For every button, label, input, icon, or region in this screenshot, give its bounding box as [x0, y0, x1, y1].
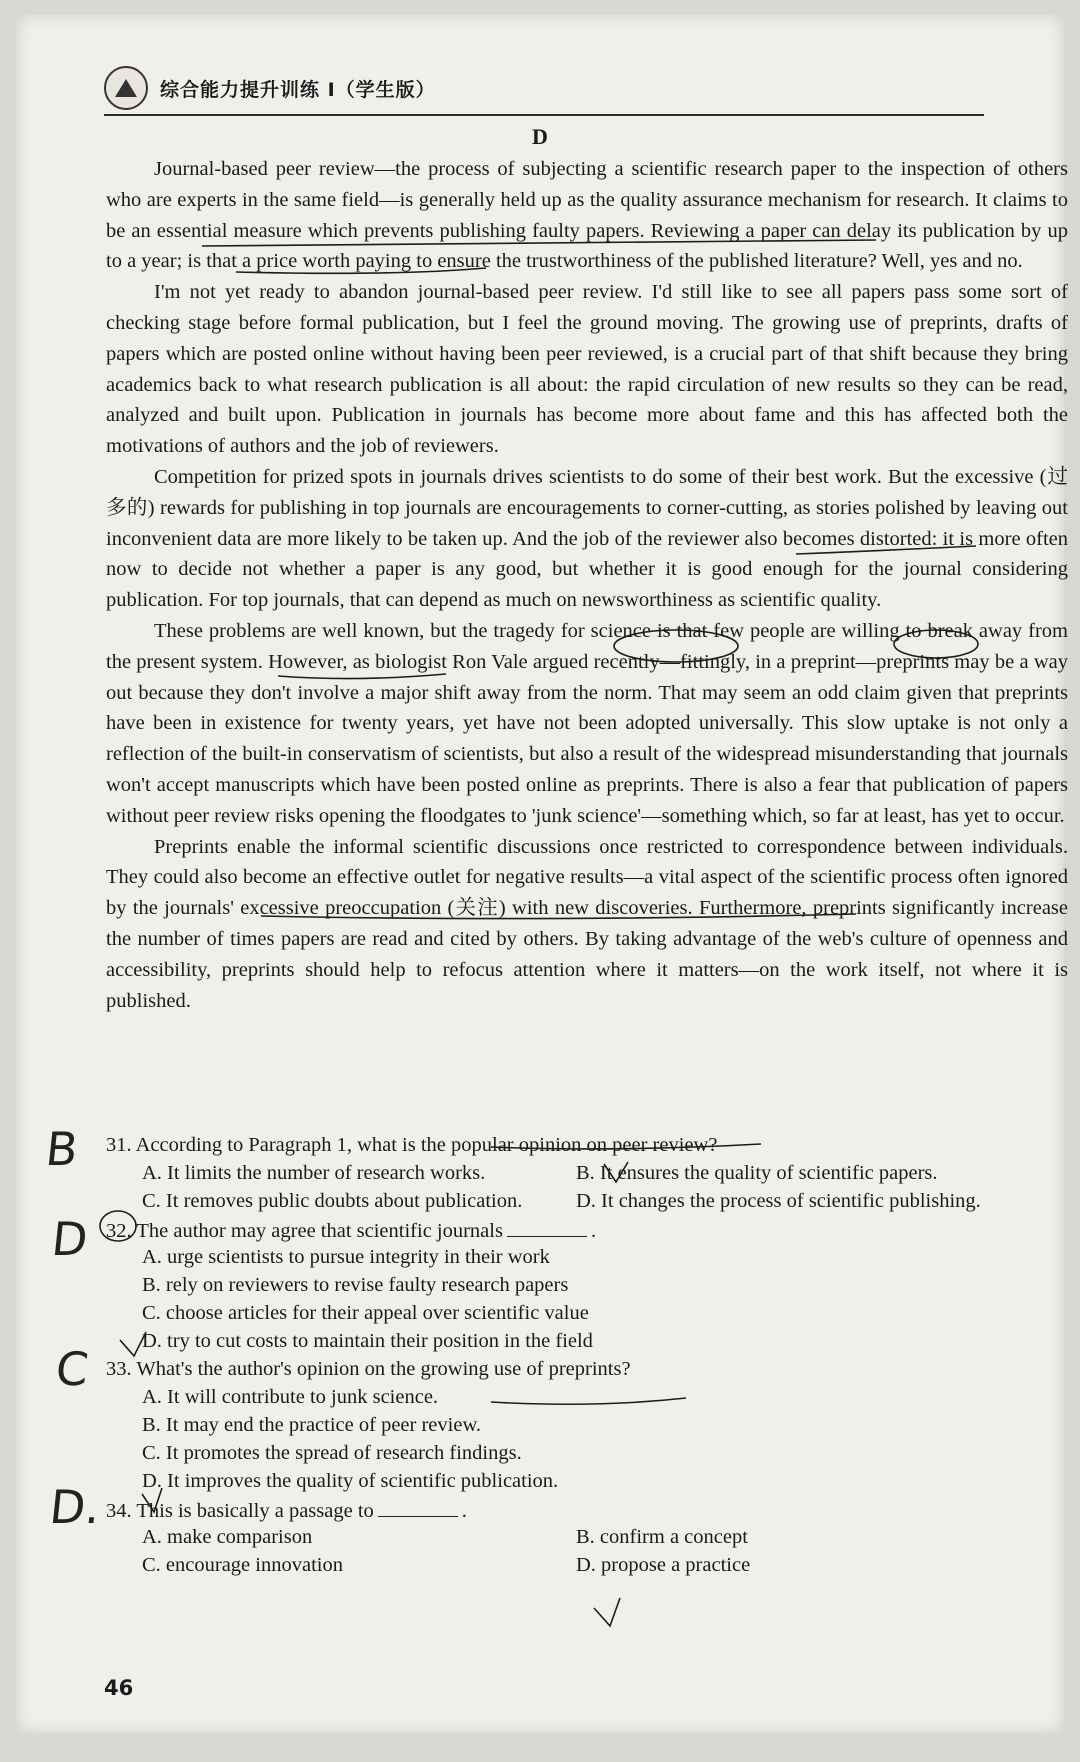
answer-blank — [507, 1218, 587, 1237]
paragraph-2: I'm not yet ready to abandon journal-based peer review. I'd still like to see all papers pass some sort of checking stage before formal publication, but I feel the ground moving. The growing use of preprints, drafts of papers which are posted online without having been peer reviewed, is a crucial part of that shift because they bring academics back to what research publication is all about: the rapid circulation of new results so they can be read, analyzed and built upon. Publication in journals has become more about fame and this has affected both the motivations of authors and the job of reviewers. — [106, 281, 1068, 458]
question-34-option-b[interactable]: B. confirm a concept — [576, 1526, 748, 1548]
question-32-option-d[interactable]: D. try to cut costs to maintain their position in the field — [142, 1330, 593, 1352]
paragraph-3: Competition for prized spots in journals drives scientists to do some of their best work. But the excessive (过多的) rewards for publishing in top journals are encouragements to corner-cutting, as stories polished by leaving out inconvenient data are more likely to be taken up. And the job of the reviewer also becomes distorted: it is more often now to decide not whether a paper is any good, but whether it is good enough for the journal considering publication. For top journals, that can depend as much on newsworthiness as scientific quality. — [106, 465, 1068, 612]
question-31-option-b[interactable]: B. It ensures the quality of scientific papers. — [576, 1162, 938, 1184]
question-31-stem: 31. According to Paragraph 1, what is the popular opinion on peer review? — [106, 1134, 718, 1156]
question-34-option-c[interactable]: C. encourage innovation — [142, 1554, 343, 1576]
handwritten-answer-32: D — [49, 1212, 91, 1266]
check-mark — [594, 1598, 620, 1626]
paragraph-5: Preprints enable the informal scientific discussions once restricted to correspondence between individuals. They could also become an effective outlet for negative results—a vital aspect of the scientific process often ignored by the journals' excessive preoccupation (关注) with new discoveries. Furthermore, preprints significantly increase the number of times papers are read and cited by others. By taking advantage of the web's culture of openness and accessibility, preprints should help to refocus attention where it matters—on the work itself, not where it is published. — [106, 835, 1068, 1012]
question-33-option-d[interactable]: D. It improves the quality of scientific publication. — [142, 1470, 559, 1492]
question-32-option-a[interactable]: A. urge scientists to pursue integrity in their work — [142, 1246, 550, 1268]
publisher-logo-icon — [104, 66, 148, 110]
page-number: 46 — [104, 1676, 134, 1700]
paragraph-1: Journal-based peer review—the process of subjecting a scientific research paper to the inspection of others who are experts in the same field—is generally held up as the quality assurance mechanism for research. It claims to be an essential measure which prevents publishing faulty papers. Reviewing a paper can delay its publication by up to a year; is that a price worth paying to ensure the trustworthiness of the published literature? Well, yes and no. — [106, 158, 1068, 273]
answer-blank — [378, 1498, 458, 1517]
question-31-option-a[interactable]: A. It limits the number of research works. — [142, 1162, 486, 1184]
question-33-option-a[interactable]: A. It will contribute to junk science. — [142, 1386, 439, 1408]
handwritten-answer-33: C — [53, 1342, 91, 1396]
paragraph-4: These problems are well known, but the tragedy for science is that few people are willing to break away from the present system. However, as biologist Ron Vale argued recently—fittingly, in a preprint—preprints may be a way out because they don't involve a major shift away from the norm. That may seem an odd claim given that preprints have been in existence for twenty years, yet have not been adopted universally. This slow uptake is not only a reflection of the built-in conservatism of scientists, but also a result of the widespread misunderstanding that journals won't accept manuscripts which have been posted online as preprints. There is also a fear that publication of papers without peer review risks opening the floodgates to 'junk science'—something which, so far at least, has yet to occur. — [106, 619, 1068, 827]
book-title: 综合能力提升训练 I（学生版） — [160, 78, 436, 101]
reading-passage — [106, 154, 1068, 1016]
question-34-stem — [106, 1498, 467, 1523]
underline-mark — [491, 1398, 686, 1404]
question-32-stem-text: 32. The author may agree that scientific journals — [106, 1220, 503, 1242]
question-33-option-c[interactable]: C. It promotes the spread of research findings. — [142, 1442, 522, 1464]
question-33-option-b[interactable]: B. It may end the practice of peer review. — [142, 1414, 482, 1436]
question-32-stem-end: . — [590, 1220, 597, 1242]
section-letter: D — [532, 124, 548, 149]
question-34-stem-text: 34. This is basically a passage to — [106, 1500, 374, 1522]
page-header — [104, 62, 984, 116]
question-32-stem — [106, 1218, 596, 1243]
handwritten-answer-31: B — [43, 1122, 81, 1176]
question-31-option-c[interactable]: C. It removes public doubts about publication. — [142, 1190, 523, 1212]
question-33-stem: 33. What's the author's opinion on the growing use of preprints? — [106, 1358, 631, 1380]
question-32-option-b[interactable]: B. rely on reviewers to revise faulty research papers — [142, 1274, 569, 1296]
question-34-stem-end: . — [461, 1500, 467, 1522]
question-34-option-d[interactable]: D. propose a practice — [576, 1554, 751, 1576]
question-31-option-d[interactable]: D. It changes the process of scientific publishing. — [576, 1190, 981, 1212]
question-34-option-a[interactable]: A. make comparison — [142, 1526, 313, 1548]
page — [16, 14, 1068, 1734]
question-32-option-c[interactable]: C. choose articles for their appeal over scientific value — [142, 1302, 589, 1324]
handwritten-answer-34: D. — [47, 1480, 103, 1534]
